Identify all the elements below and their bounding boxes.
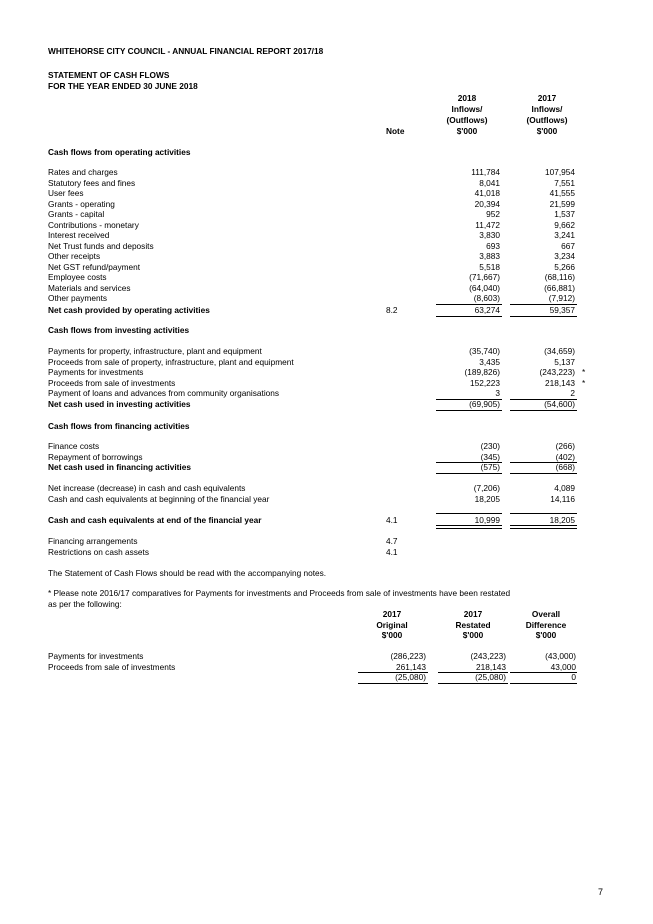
row-value-2017: 7,551 [554,177,575,188]
footnote-col1-year: 2017 [382,609,402,619]
row-label: Statutory fees and fines [48,177,136,188]
footnote-row-label: Payments for investments [48,651,144,661]
operating-total-label: Net cash provided by operating activities [48,305,210,315]
other-note: 4.1 [386,546,398,557]
row-label: Payments for investments [48,367,144,377]
row-value-2017: 3,241 [554,230,575,240]
footnote-total-restated: (25,080) [475,672,506,682]
footnote-original: 261,143 [396,661,426,672]
operating-total-2018: 63,274 [474,305,500,315]
financing-total-2017: (668) [555,462,575,472]
footnote-difference: 43,000 [550,661,576,672]
row-label: Other receipts [48,251,101,261]
row-value-2018: (64,040) [469,282,500,293]
footnote-col1-unit: $'000 [381,630,403,640]
double-rule-2017 [510,525,577,529]
col-2017-inflows: Inflows/ [531,104,563,114]
total-rule-2017 [510,316,577,317]
col-2017-year: 2017 [537,93,557,103]
footnote-difference: (43,000) [545,651,576,661]
operating-total-note: 8.2 [386,305,398,315]
col-2018-outflows: (Outflows) [446,115,488,125]
footnote-total-rule-original [358,683,428,684]
financing-total-label: Net cash used in financing activities [48,462,191,472]
row-value-2018: (189,826) [464,367,500,377]
row-value-2017: (402) [555,451,575,462]
row-label: Payments for property, infrastructure, plant and equipment [48,346,262,356]
row-value-2018: (71,667) [469,272,500,282]
row-value-2017: 4,089 [554,483,575,493]
total-rule-2018 [436,473,502,474]
row-value-2018: 18,205 [474,493,500,504]
row-label: Net Trust funds and deposits [48,240,154,251]
investing-total-2017: (54,600) [544,399,575,409]
investing-heading: Cash flows from investing activities [48,325,190,335]
statement-period: FOR THE YEAR ENDED 30 JUNE 2018 [48,81,198,91]
footnote-original: (286,223) [390,651,426,661]
financing-heading: Cash flows from financing activities [48,421,190,431]
row-value-2017: 41,555 [549,188,575,198]
cash-end-2017: 18,205 [549,515,575,525]
total-rule-2018 [436,316,502,317]
total-rule-2017 [510,473,577,474]
row-value-2018: (345) [480,451,500,462]
row-value-2018: 3,435 [479,356,500,367]
footnote-col2-year: 2017 [463,609,483,619]
col-2018-inflows: Inflows/ [451,104,483,114]
operating-total-2017: 59,357 [549,305,575,315]
row-label: Net increase (decrease) in cash and cash equivalents [48,483,246,493]
row-value-2018: 111,784 [471,167,500,177]
footnote-restated: 218,143 [476,661,506,672]
footnote-col1-title: Original [376,619,408,630]
restated-marker: * [582,367,586,377]
col-2018-unit: $'000 [456,126,478,136]
footnote-total-original: (25,080) [395,672,426,682]
row-value-2018: 20,394 [474,198,500,209]
row-value-2018: 3 [495,388,500,398]
cash-end-note: 4.1 [386,515,398,525]
footnote-total-rule-restated [438,683,508,684]
row-value-2017: 14,116 [550,493,575,504]
col-note: Note [386,126,405,136]
cash-end-label: Cash and cash equivalents at end of the financial year [48,515,262,525]
row-value-2018: 5,518 [479,261,500,272]
subtotal-rule-2018 [436,513,502,514]
footnote-restated: (243,223) [470,651,506,661]
row-label: Net GST refund/payment [48,261,141,272]
footnote-col3-title: Difference [525,619,567,630]
row-value-2018: 952 [486,209,500,219]
row-label: Grants - operating [48,198,115,209]
row-value-2017: 667 [561,240,575,251]
other-label: Restrictions on cash assets [48,546,149,557]
subtotal-rule-2017 [510,513,577,514]
footnote-row-label: Proceeds from sale of investments [48,661,176,672]
other-label: Financing arrangements [48,536,138,546]
footnote-col3-head: Overall [531,609,561,619]
row-label: Finance costs [48,441,100,451]
row-label: Grants - capital [48,209,105,219]
row-value-2017: 21,599 [549,198,575,209]
row-value-2017: 1,537 [554,209,575,219]
statement-title: STATEMENT OF CASH FLOWS [48,70,170,80]
footnote-total-difference: 0 [571,672,576,682]
row-label: Rates and charges [48,167,118,177]
col-2017-outflows: (Outflows) [526,115,568,125]
report-title: WHITEHORSE CITY COUNCIL - ANNUAL FINANCIAL REPORT 2017/18 [48,46,324,56]
row-value-2017: 107,954 [545,167,575,177]
investing-total-label: Net cash used in investing activities [48,399,191,409]
row-label: Interest received [48,230,110,240]
row-label: Cash and cash equivalents at beginning of the financial year [48,493,270,504]
total-rule-2018 [436,410,502,411]
row-value-2017: 3,234 [554,251,575,261]
col-2017-unit: $'000 [536,126,558,136]
row-value-2018: (35,740) [469,346,500,356]
footnote-text: * Please note 2016/17 comparatives for Payments for investments and Proceeds from sale of investments have been restated [48,588,511,598]
double-rule-2018 [436,525,502,529]
restated-marker: * [582,377,586,388]
footnote-text-2: as per the following: [48,598,122,609]
row-value-2017: 5,266 [554,261,575,272]
row-value-2018: (230) [480,441,500,451]
row-value-2017: (266) [555,441,575,451]
row-value-2018: 152,223 [470,377,500,388]
row-value-2018: (7,206) [473,483,500,493]
footnote-total-rule-difference [510,683,577,684]
row-value-2018: (8,603) [473,293,500,303]
other-note: 4.7 [386,536,398,546]
row-value-2017: (7,912) [548,293,575,303]
footnote-col3-unit: $'000 [535,630,557,640]
cash-end-2018: 10,999 [474,515,500,525]
row-value-2017: (66,881) [544,282,575,293]
row-value-2018: 11,472 [475,219,500,230]
row-value-2017: (243,223) [539,367,575,377]
row-value-2018: 693 [486,240,500,251]
total-rule-2017 [510,410,577,411]
row-value-2018: 8,041 [479,177,500,188]
row-value-2017: (34,659) [544,346,575,356]
row-value-2017: 2 [570,388,575,398]
row-label: Payment of loans and advances from community organisations [48,388,280,398]
page-number: 7 [598,887,604,897]
investing-total-2018: (69,905) [469,399,500,409]
operating-heading: Cash flows from operating activities [48,147,191,157]
row-label: User fees [48,188,84,198]
financing-total-2018: (575) [480,462,500,472]
row-label: Proceeds from sale of property, infrastructure, plant and equipment [48,356,294,367]
footnote-col2-unit: $'000 [462,630,484,640]
row-value-2017: (68,116) [544,272,575,282]
footnote-col2-title: Restated [455,619,491,630]
row-label: Repayment of borrowings [48,451,143,462]
row-label: Employee costs [48,272,107,282]
row-value-2018: 3,830 [479,230,500,240]
row-label: Other payments [48,293,108,303]
row-value-2018: 3,883 [479,251,500,261]
row-value-2018: 41,018 [474,188,500,198]
statement-note: The Statement of Cash Flows should be read with the accompanying notes. [48,568,327,578]
row-label: Contributions - monetary [48,219,139,230]
row-value-2017: 218,143 [545,377,575,388]
col-2018-year: 2018 [457,93,477,103]
row-value-2017: 9,662 [554,219,575,230]
row-label: Materials and services [48,282,131,293]
row-value-2017: 5,137 [554,356,575,367]
row-label: Proceeds from sale of investments [48,377,176,388]
